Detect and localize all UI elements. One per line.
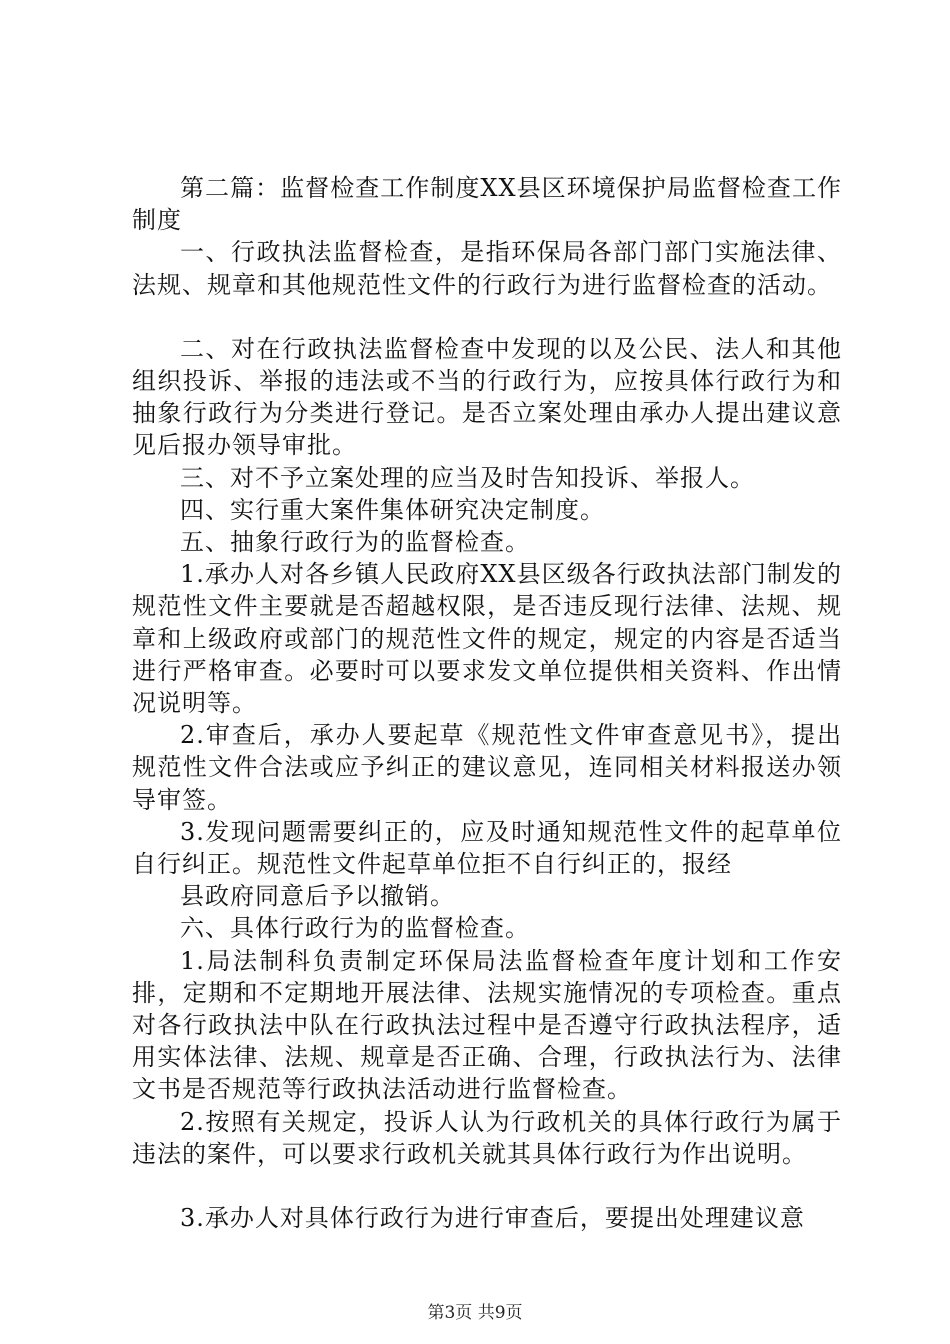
paragraph-3: 三、对不予立案处理的应当及时告知投诉、举报人。	[180, 463, 755, 492]
paragraph-4: 四、实行重大案件集体研究决定制度。	[180, 495, 605, 524]
paragraph-6: 六、具体行政行为的监督检查。	[180, 914, 530, 943]
paragraph-5: 五、抽象行政行为的监督检查。	[180, 528, 530, 557]
document-body	[132, 172, 842, 1234]
paragraph-gap	[132, 301, 842, 333]
paragraph-1: 一、行政执法监督检查，是指环保局各部门部门实施法律、法规、规章和其他规范性文件的行政行为进行监督检查的活动。	[132, 238, 842, 299]
page-number-footer: 第3页 共9页	[427, 1303, 523, 1323]
paragraph-5-3-continued: 县政府同意后予以撤销。	[180, 882, 455, 911]
paragraph-gap	[132, 1170, 842, 1202]
paragraph-6-2: 2.按照有关规定，投诉人认为行政机关的具体行政行为属于违法的案件，可以要求行政机关就其具体行政行为作出说明。	[132, 1107, 842, 1168]
document-heading: 第二篇：监督检查工作制度XX县区环境保护局监督检查工作制度	[132, 174, 842, 235]
paragraph-5-3: 3.发现问题需要纠正的，应及时通知规范性文件的起草单位自行纠正。规范性文件起草单位拒不自行纠正的，报经	[132, 817, 842, 879]
paragraph-6-1: 1.局法制科负责制定环保局法监督检查年度计划和工作安排，定期和不定期地开展法律、法规实施情况的专项检查。重点对各行政执法中队在行政执法过程中是否遵守行政执法程序，适用实体法律、法规、规章是否正确、合理，行政执法行为、法律文书是否规范等行政执法活动进行监督检查。	[132, 946, 842, 1104]
paragraph-6-3: 3.承办人对具体行政行为进行审查后，要提出处理建议意	[180, 1204, 805, 1233]
paragraph-5-2: 2.审查后，承办人要起草《规范性文件审查意见书》，提出规范性文件合法或应予纠正的建议意见，连同相关材料报送办领导审签。	[132, 721, 842, 814]
paragraph-2: 二、对在行政执法监督检查中发现的以及公民、法人和其他组织投诉、举报的违法或不当的行政行为，应按具体行政行为和抽象行政行为分类进行登记。是否立案处理由承办人提出建议意见后报办领导审批。	[132, 334, 842, 460]
paragraph-5-1: 1.承办人对各乡镇人民政府XX县区级各行政执法部门制发的规范性文件主要就是否超越权限，是否违反现行法律、法规、规章和上级政府或部门的规范性文件的规定，规定的内容是否适当进行严格审查。必要时可以要求发文单位提供相关资料、作出情况说明等。	[132, 560, 842, 718]
